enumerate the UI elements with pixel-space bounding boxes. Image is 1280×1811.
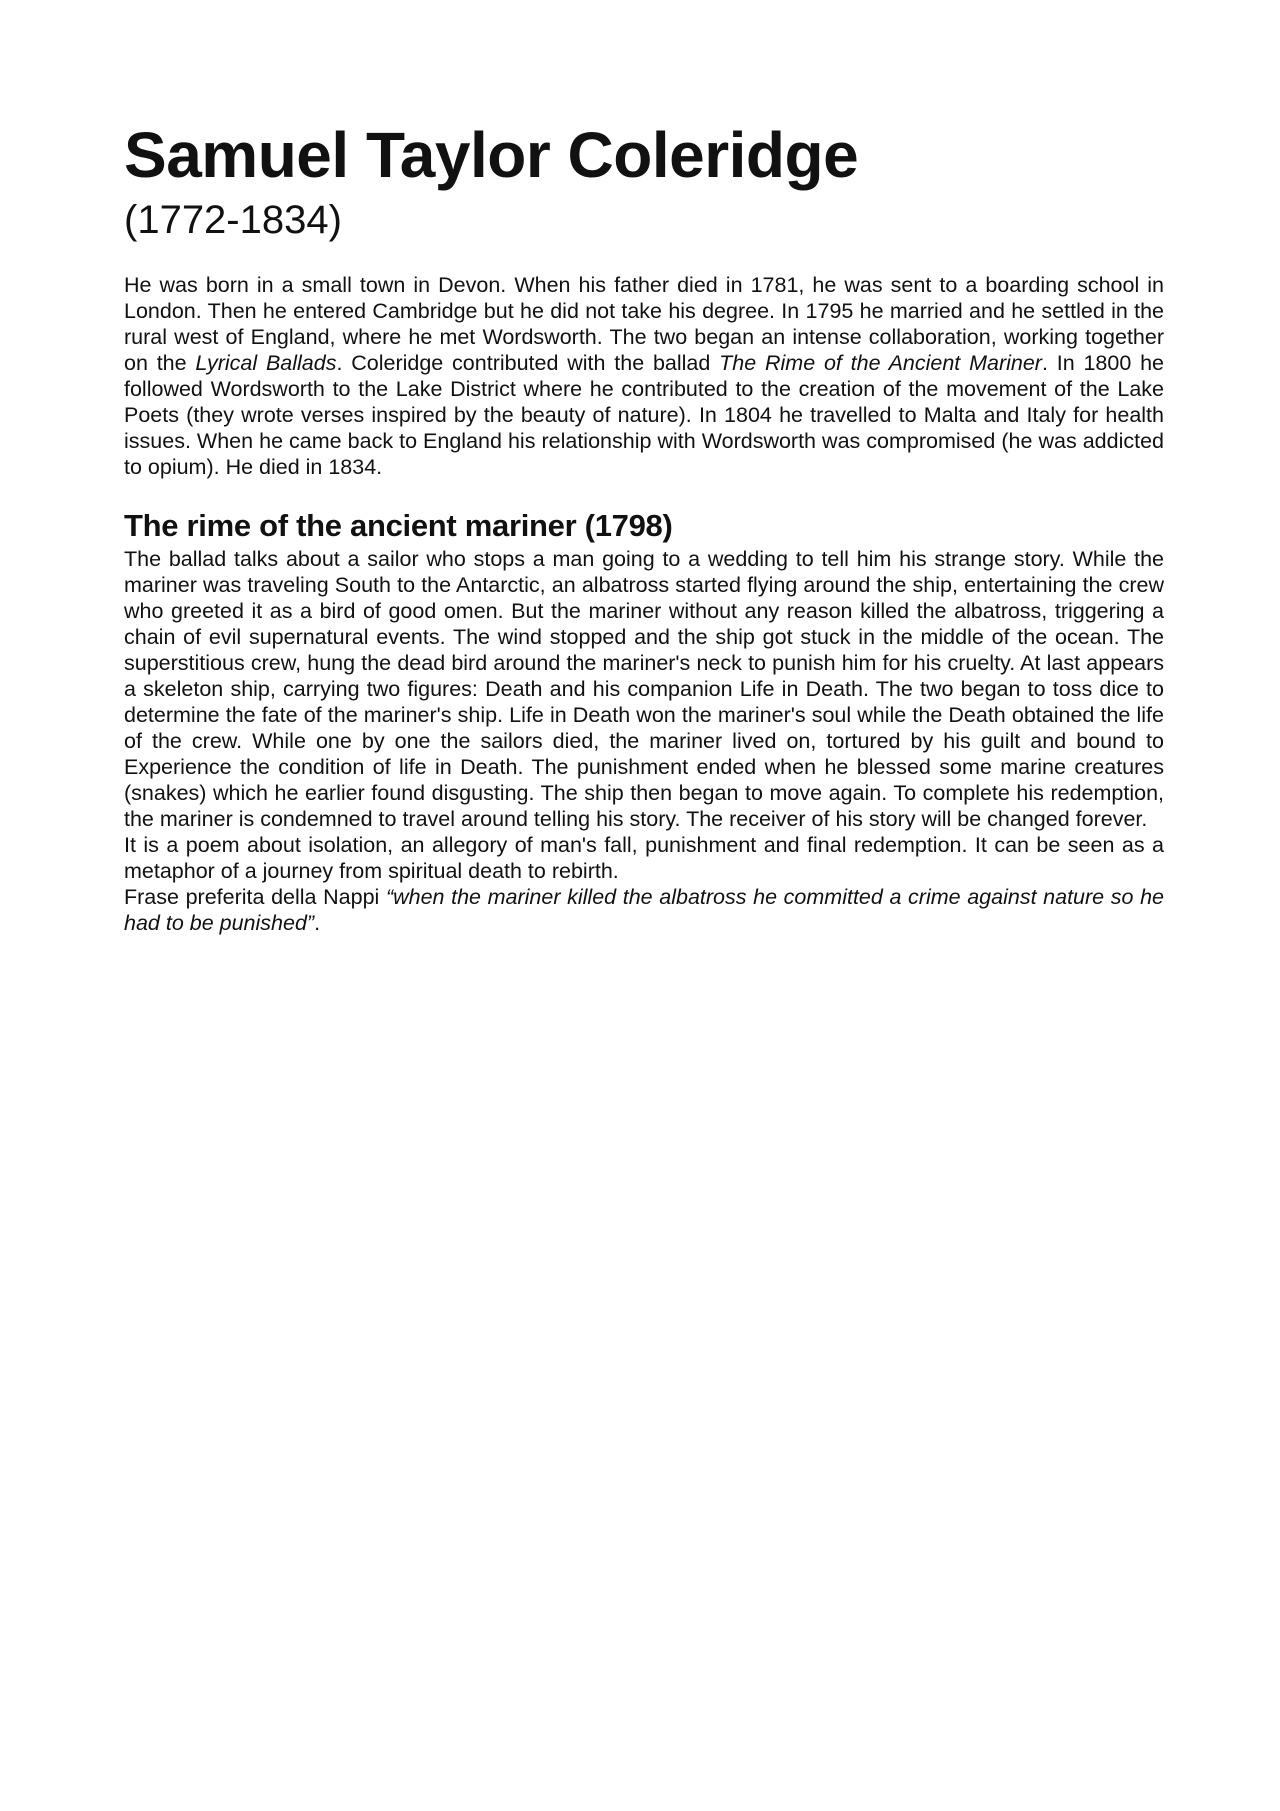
favorite-quote: “when the mariner killed the albatross he committed a crime against nature so he had to be punished” [124,885,1164,935]
biography-paragraph [124,272,1164,480]
work-title-rime: The Rime of the Ancient Mariner [719,351,1042,375]
document-page [124,118,1164,936]
summary-paragraph: The ballad talks about a sailor who stops a man going to a wedding to tell him his strange story. While the mariner was traveling South to the Antarctic, an albatross started flying around the ship, entertaining the crew who greeted it as a bird of good omen. But the mariner without any reason killed the albatross, triggering a chain of evil supernatural events. The wind stopped and the ship got stuck in the middle of the ocean. The superstitious crew, hung the dead bird around the mariner's neck to punish him for his cruelty. At last appears a skeleton ship, carrying two figures: Death and his companion Life in Death. The two began to toss dice to determine the fate of the mariner's ship. Life in Death won the mariner's soul while the Death obtained the life of the crew. While one by one the sailors died, the mariner lived on, tortured by his guilt and bound to Experience the condition of life in Death. The punishment ended when he blessed some marine creatures (snakes) which he earlier found disgusting. The ship then began to move again. To complete his redemption, the mariner is condemned to travel around telling his story. The receiver of his story will be changed forever. [124,547,1164,831]
work-title-lyrical-ballads: Lyrical Ballads [195,351,337,375]
bio-text-1: He was born in a small town in Devon. When his father died in 1781, he was sent to a boarding school in London. Then he entered Cambridge but he did not take his degree. In 1795 he married and he settled in the rural west of England, where he met Wordsworth. The two began an intense collaboration, working together on the [124,273,1164,375]
interpretation-paragraph: It is a poem about isolation, an allegory of man's fall, punishment and final redemption. It can be seen as a metaphor of a journey from spiritual death to rebirth. [124,833,1164,883]
life-dates: (1772-1834) [124,198,342,242]
quote-intro: Frase preferita della Nappi [124,885,386,909]
bio-text-3: . In 1800 he followed Wordsworth to the Lake District where he contributed to the creation of the movement of the Lake Poets (they wrote verses inspired by the beauty of nature). In 1804 he travelled to Malta and Italy for health issues. When he came back to England his relationship with Wordsworth was compromised (he was addicted to opium). He died in 1834. [124,351,1165,479]
quote-end: . [314,911,321,935]
page-title: Samuel Taylor Coleridge [124,119,859,191]
section-title: The rime of the ancient mariner (1798) [124,508,673,543]
quote-paragraph [124,884,1164,936]
bio-text-2: . Coleridge contributed with the ballad [336,351,720,375]
